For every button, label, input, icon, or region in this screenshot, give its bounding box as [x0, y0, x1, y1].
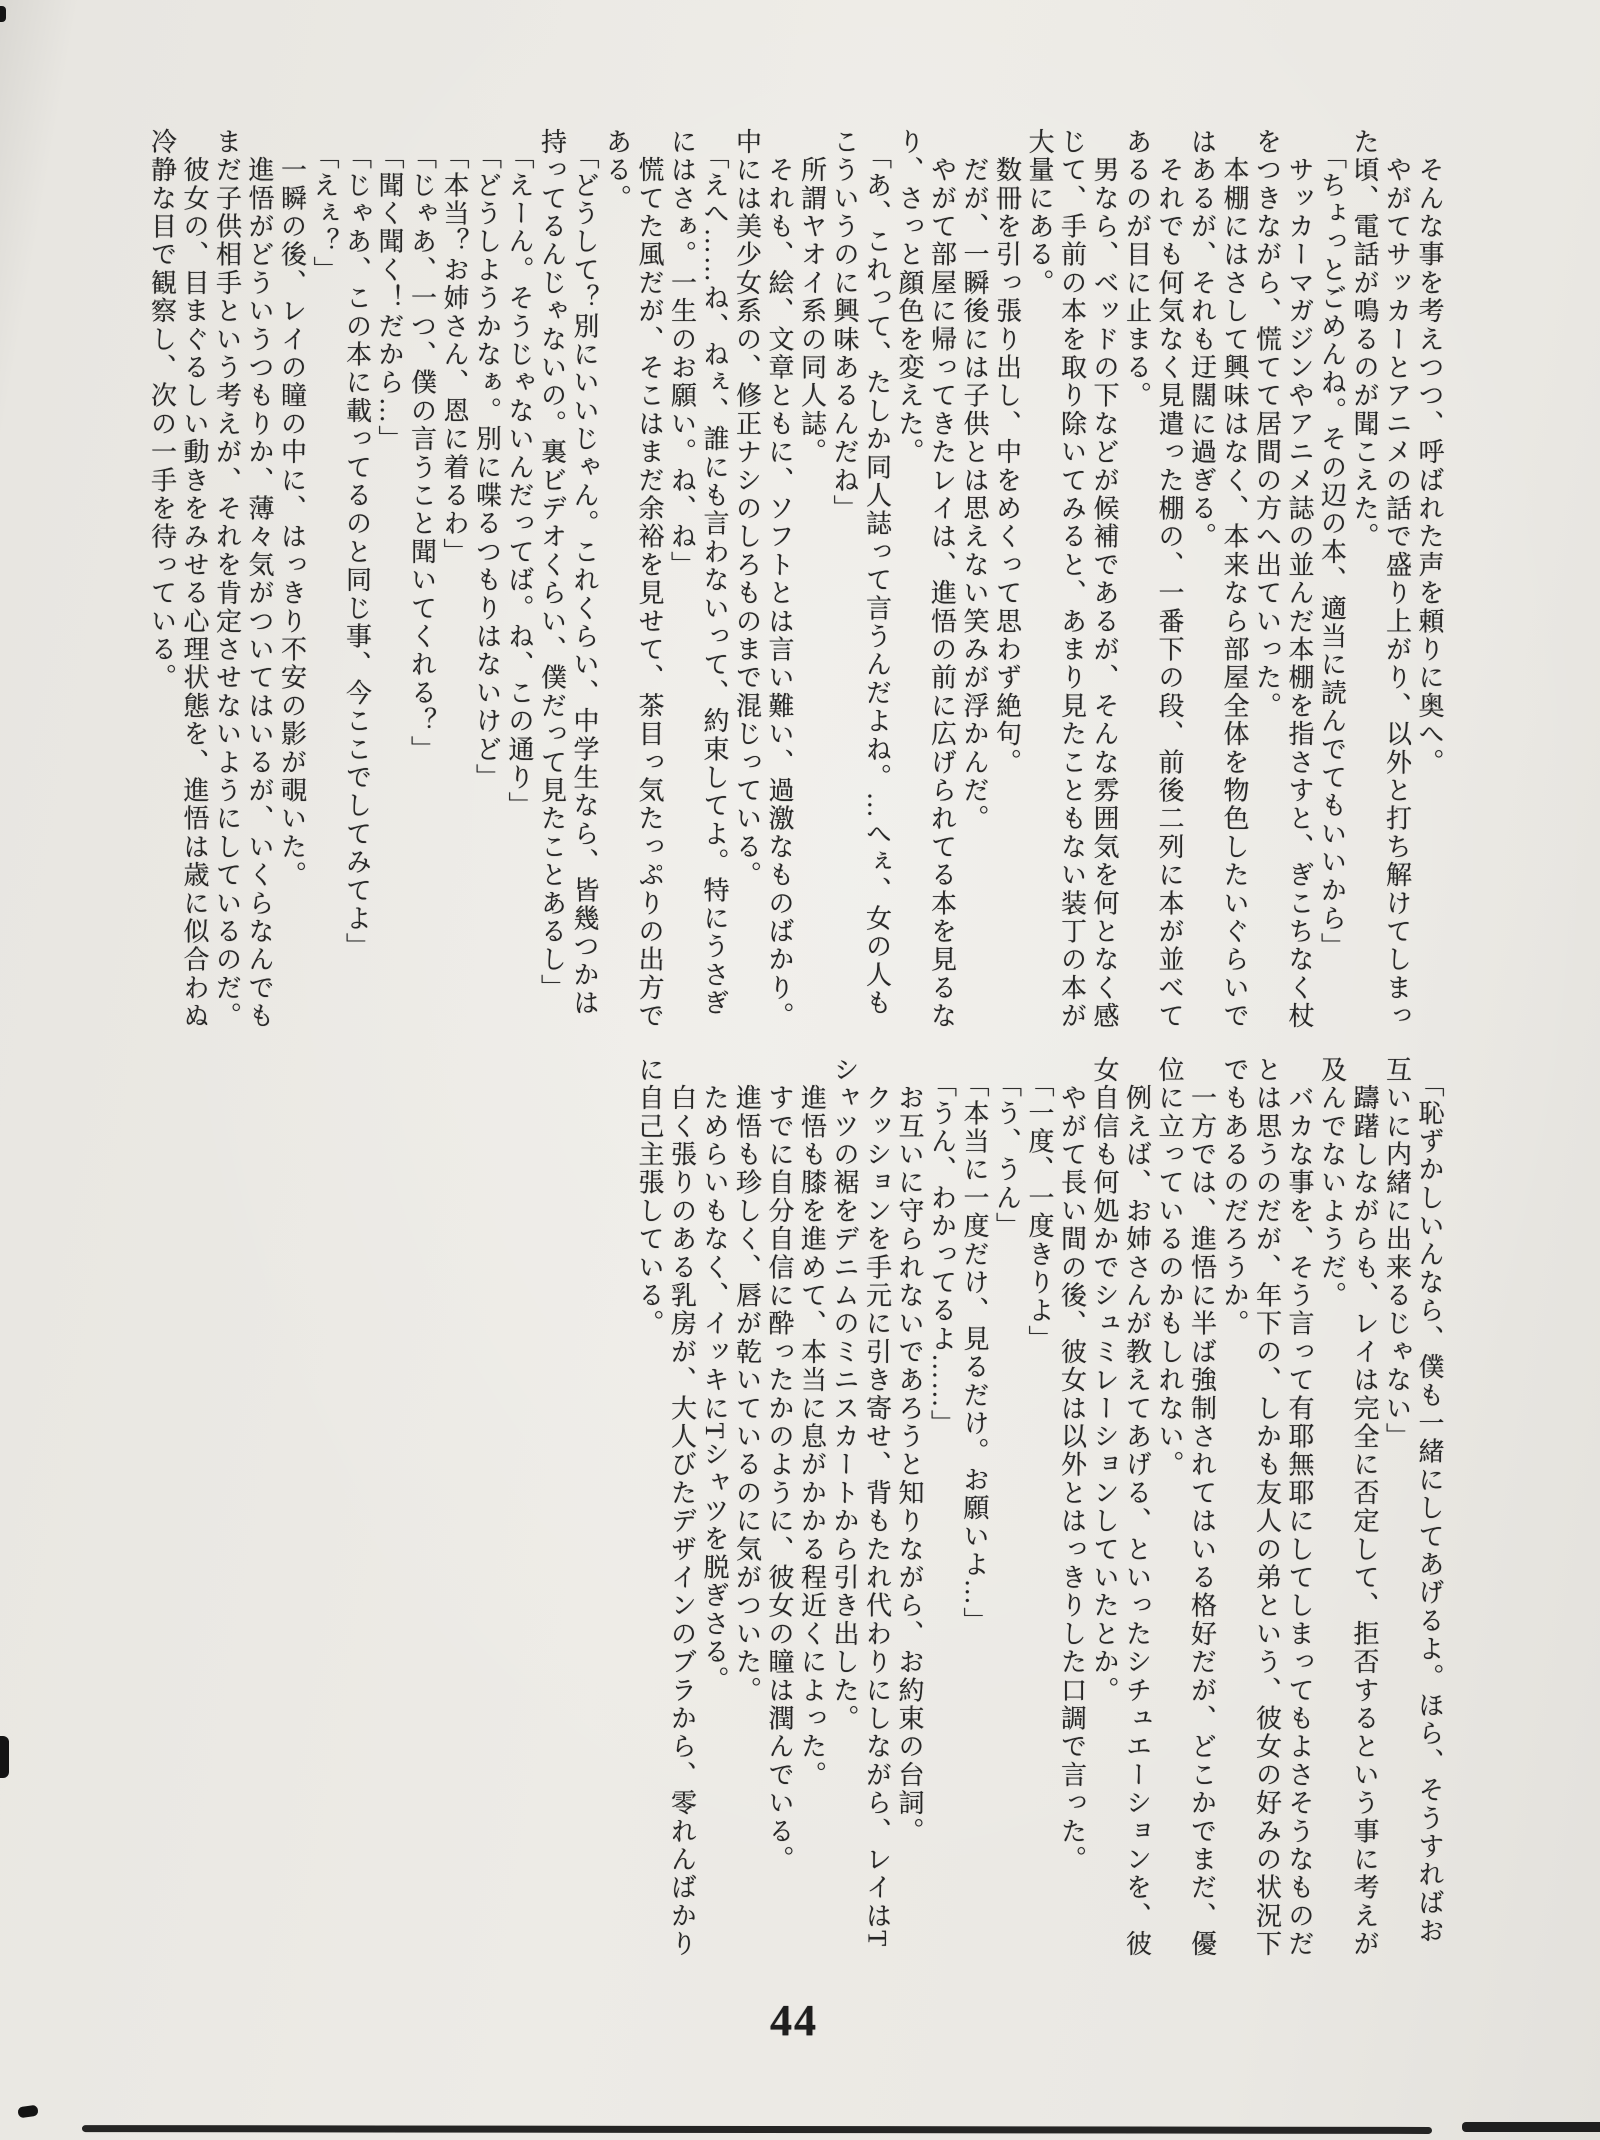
text-line: とは思うのだが、年下の、しかも友人の弟という、彼女の好みの状況下 — [1252, 1056, 1282, 1959]
text-line: シャツの裾をデニムのミニスカートから引き出した。 — [830, 1056, 859, 1733]
text-line: やがて長い間の後、彼女は以外とはっきりした口調で言った。 — [1057, 1056, 1087, 1874]
text-line: 白く張りのある乳房が、大人びたデザインのブラから、零れんばかり — [667, 1056, 697, 1959]
text-line: ためらいもなく、イッキにTシャツを脱ぎさる。 — [700, 1056, 729, 1695]
text-line: 所謂ヤオイ系の同人誌。 — [797, 128, 827, 467]
text-line: そんな事を考えつつ、呼ばれた声を頼りに奥へ。 — [1415, 128, 1444, 777]
text-line: 進悟がどういうつもりか、薄々気がついてはいるが、いくらなんでも — [245, 128, 274, 1031]
text-line: 「本当？お姉さん、恩に着るわ」 — [440, 128, 469, 567]
text-line: 「恥ずかしいんなら、僕も一緒にしてあげるよ。ほら、そうすればお — [1415, 1056, 1444, 1946]
text-line: 彼女の、目まぐるしい動きをみせる心理状態を、進悟は歳に似合わぬ — [180, 128, 209, 1031]
text-line: バカな事を、そう言って有耶無耶にしてしまってもよさそうなものだ — [1285, 1056, 1314, 1959]
scan-artifact-top-left — [0, 6, 6, 22]
text-line: 持ってるんじゃないの。裏ビデオくらい、僕だって見たことあるし」 — [537, 128, 567, 1003]
text-line: それも、絵、文章ともに、ソフトとは言い難い、過激なものばかり。 — [765, 128, 794, 1031]
text-block-bottom — [633, 1056, 1446, 1976]
text-line: 「ちょっとごめんね。その辺の本、適当に読んでてもいいから」 — [1317, 128, 1347, 961]
scan-artifact-left-edge — [0, 1736, 9, 1778]
text-line: あるのが目に止まる。 — [1122, 128, 1152, 410]
text-line: 大量にある。 — [1025, 128, 1054, 298]
text-line: り、さっと顔色を変えた。 — [895, 128, 924, 467]
text-line: 一瞬の後、レイの瞳の中に、はっきり不安の影が覗いた。 — [277, 128, 307, 890]
text-line: 「じゃあ、この本に載ってるのと同じ事、今ここでしてみてよ」 — [342, 128, 372, 961]
text-line: 「どうしようかなぁ。別に喋るつもりはないけど」 — [472, 128, 502, 792]
text-line: やがてサッカーとアニメの話で盛り上がり、以外と打ち解けてしまっ — [1382, 128, 1412, 1031]
text-line: 「えへ……ね、ねぇ、誰にも言わないって、約束してよ。特にうさぎ — [700, 128, 729, 1018]
text-line: 「じゃあ、一つ、僕の言うこと聞いてくれる？」 — [407, 128, 437, 764]
text-line: サッカーマガジンやアニメ誌の並んだ本棚を指さすと、ぎこちなく杖 — [1285, 128, 1314, 1031]
scan-artifact-bottom-streak-right — [1462, 2122, 1600, 2132]
text-line: 男なら、ベッドの下などが候補であるが、そんな雰囲気を何となく感 — [1090, 128, 1119, 1031]
text-line: 「えぇ？」 — [310, 128, 339, 285]
text-line: じて、手前の本を取り除いてみると、あまり見たこともない装丁の本が — [1057, 128, 1087, 1031]
text-line: 進悟も膝を進めて、本当に息がかかる程近くによった。 — [797, 1056, 827, 1790]
text-line: 「うん、わかってるよ……」 — [927, 1056, 957, 1438]
text-line: 「一度、一度きりよ」 — [1025, 1056, 1054, 1354]
text-line: こういうのに興味あるんだね」 — [830, 128, 859, 523]
text-line: やがて部屋に帰ってきたレイは、進悟の前に広げられてる本を見るな — [927, 128, 957, 1031]
text-line: 女自信も何処かでシュミレーションしていたとか。 — [1090, 1056, 1119, 1705]
text-line: にはさぁ。一生のお願い。ね、ね」 — [667, 128, 697, 580]
text-line: でもあるのだろうか。 — [1220, 1056, 1249, 1338]
text-line: をつきながら、慌てて居間の方へ出ていった。 — [1252, 128, 1282, 721]
text-line: クッションを手元に引き寄せ、背もたれ代わりにしながら、レイはT — [862, 1056, 892, 1949]
text-line: 進悟も珍しく、唇が乾いているのに気がついた。 — [732, 1056, 762, 1705]
text-line: 本棚にはさして興味はなく、本来なら部屋全体を物色したいぐらいで — [1220, 128, 1249, 1031]
text-line: 「どうして？別にいいじゃん。これくらい、中学生なら、皆幾つかは — [570, 128, 599, 1018]
text-line: すでに自分自信に酔ったかのように、彼女の瞳は潤んでいる。 — [765, 1056, 794, 1874]
text-line: 位に立っているのかもしれない。 — [1155, 1056, 1184, 1479]
text-line: 躊躇しながらも、レイは完全に否定して、拒否するという事に考えが — [1350, 1056, 1379, 1959]
scan-artifact-bottom-speck — [17, 2105, 38, 2119]
text-line: だが、一瞬後には子供とは思えない笑みが浮かんだ。 — [960, 128, 989, 833]
text-line: 数冊を引っ張り出し、中をめくって思わず絶句。 — [992, 128, 1022, 777]
text-line: 「えーん。そうじゃないんだってば。ね、この通り」 — [505, 128, 534, 820]
text-line: まだ子供相手という考えが、それを肯定させないようにしているのだ。 — [212, 128, 242, 1031]
text-line: 「あ、これって、たしか同人誌って言うんだよね。…へぇ、女の人も — [862, 128, 892, 1018]
page-number: 44 — [770, 1996, 818, 2045]
scan-artifact-bottom-streak — [82, 2125, 1432, 2134]
text-line: 「聞く聞く！だから…」 — [375, 128, 404, 454]
text-block-top — [145, 128, 1445, 1048]
text-line: 一方では、進悟に半ば強制されてはいる格好だが、どこかでまだ、優 — [1187, 1056, 1217, 1959]
text-line: はあるが、それも迂闊に過ぎる。 — [1187, 128, 1217, 551]
text-line: お互いに守られないであろうと知りながら、お約束の台詞。 — [895, 1056, 924, 1846]
text-line: 「本当に一度だけ、見るだけ。お願いよ…」 — [960, 1056, 989, 1636]
text-line: 及んでないようだ。 — [1317, 1056, 1347, 1310]
text-line: 慌てた風だが、そこはまだ余裕を見せて、茶目っ気たっぷりの出方で — [635, 128, 664, 1031]
text-line: 互いに内緒に出来るじゃない」 — [1382, 1056, 1412, 1451]
text-line: に自己主張している。 — [635, 1056, 664, 1338]
text-line: 「う、うん」 — [992, 1056, 1022, 1241]
text-line: 冷静な目で観察し、次の一手を待っている。 — [147, 128, 177, 692]
text-line: た頃、電話が鳴るのが聞こえた。 — [1350, 128, 1379, 551]
text-line: 中には美少女系の、修正ナシのしろものまで混じっている。 — [732, 128, 762, 890]
text-line: それでも何気なく見遣った棚の、一番下の段、前後二列に本が並べて — [1155, 128, 1184, 1031]
text-line: 例えば、お姉さんが教えてあげる、といったシチュエーションを、彼 — [1122, 1056, 1152, 1959]
text-line: ある。 — [602, 128, 632, 213]
